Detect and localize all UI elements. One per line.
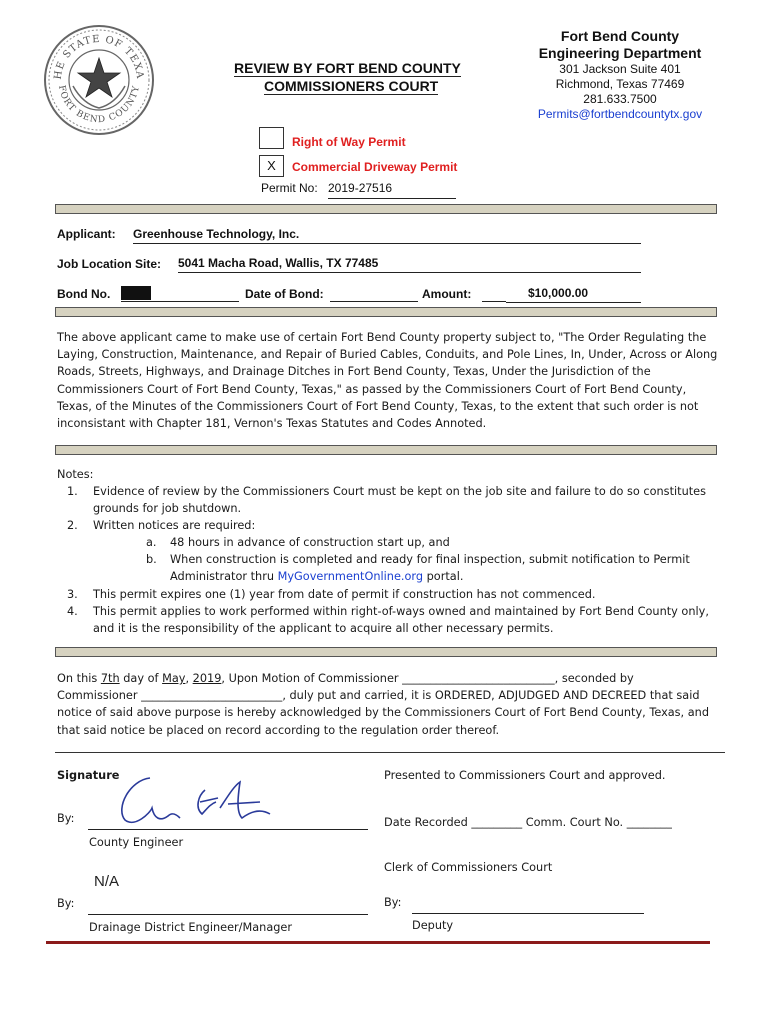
department-phone: 281.633.7500 <box>583 92 657 106</box>
note-number: 2. <box>67 519 78 532</box>
note-2b-line: When construction is completed and ready for final inspection, submit notification to Permit <box>170 553 690 566</box>
na-text: N/A <box>94 873 120 890</box>
note-1-line: Evidence of review by the Commissioners Court must be kept on the job site and failure to do so constitutes <box>93 485 706 498</box>
amount-value: $10,000.00 <box>506 286 641 303</box>
motion-text: , Upon Motion of Commissioner ___________________________, seconded by <box>221 672 634 685</box>
motion-year: 2019 <box>192 672 222 685</box>
paragraph-line: Roads, Streets, Highways, and Drainage Ditches in Fort Bend County, Texas, Under the Jurisdiction of the <box>57 365 651 379</box>
signature-divider <box>55 752 725 753</box>
clerk-text: Clerk of Commissioners Court <box>384 861 553 874</box>
by-label-1: By: <box>57 812 75 825</box>
note-1-line: grounds for job shutdown. <box>93 502 242 516</box>
motion-day: 7th <box>100 672 120 685</box>
section-divider-1 <box>55 204 717 214</box>
applicant-value: Greenhouse Technology, Inc. <box>133 227 641 244</box>
note-4-line: and it is the responsibility of the applicant to acquire all other necessary permits. <box>93 622 554 636</box>
bond-no-label: Bond No. <box>57 287 111 301</box>
county-seal <box>43 24 155 136</box>
bond-no-redaction <box>121 286 151 300</box>
note-4-line: This permit applies to work performed within right-of-ways owned and maintained by Fort Bend County only, <box>93 605 709 618</box>
motion-text: day of <box>119 672 163 685</box>
motion-line-4: that said notice be placed on record according to the regulation order thereof. <box>57 723 500 737</box>
note-1-text <box>93 483 723 517</box>
bond-date-field <box>330 286 418 302</box>
note-2b-prefix: Administrator thru <box>170 570 278 584</box>
date-recorded-text: Date Recorded _________ Comm. Court No. ________ <box>384 816 672 829</box>
legal-paragraph <box>57 329 727 432</box>
document-title-line2: COMMISSIONERS COURT <box>264 78 439 94</box>
applicant-label: Applicant: <box>57 227 116 241</box>
note-number: 3. <box>67 588 78 601</box>
svg-text:FORT BEND COUNTY <box>56 84 142 125</box>
section-divider-4 <box>55 647 717 657</box>
paragraph-line: Texas, of the Minutes of the Commissioners Court of Fort Bend County, Texas, to the extent that such order is not <box>57 399 699 413</box>
motion-line-1 <box>57 670 727 687</box>
right-of-way-label: Right of Way Permit <box>292 135 406 149</box>
motion-paragraph <box>57 670 727 739</box>
mygovernmentonline-link[interactable]: MyGovernmentOnline.org <box>277 570 424 584</box>
county-engineer-label: County Engineer <box>89 836 184 849</box>
note-2a-text: 48 hours in advance of construction start up, and <box>170 536 450 549</box>
note-2b-line <box>170 568 730 585</box>
amount-label: Amount: <box>422 287 472 301</box>
checkbox-right-of-way[interactable] <box>259 127 284 149</box>
note-3-text: This permit expires one (1) year from date of permit if construction has not commenced. <box>93 588 596 601</box>
commercial-driveway-label: Commercial Driveway Permit <box>292 160 458 174</box>
drainage-signature-line <box>88 914 368 915</box>
paragraph-line: Commissioners Court of Fort Bend County, Texas," as passed by the Commissioners Court of Fort Bend County, <box>57 382 687 396</box>
county-engineer-signature-line <box>88 829 368 830</box>
footer-rule <box>46 941 710 944</box>
note-number: 4. <box>67 605 78 618</box>
motion-month: May <box>162 672 186 685</box>
note-2b-text <box>170 551 730 585</box>
permit-no-label: Permit No: <box>261 181 318 195</box>
notes-heading: Notes: <box>57 468 94 481</box>
motion-line-2: Commissioner _________________________, duly put and carried, it is ORDERED, ADJUDGED AND DECREED that said <box>57 689 700 703</box>
department-address2: Richmond, Texas 77469 <box>555 77 685 91</box>
note-subletter: a. <box>146 536 157 549</box>
department-email-link[interactable]: Permits@fortbendcountytx.gov <box>537 107 703 121</box>
department-block <box>520 28 720 122</box>
deputy-signature-line <box>412 913 644 914</box>
department-name1: Fort Bend County <box>560 28 680 44</box>
seal-top-text: HE STATE OF TEXA <box>52 33 146 81</box>
paragraph-line: The above applicant came to make use of certain Fort Bend County property subject to, "The Order Regulating the <box>57 331 707 344</box>
seal-bottom-text: FORT BEND COUNTY <box>56 84 142 126</box>
note-subletter: b. <box>146 553 157 566</box>
motion-text: , <box>185 672 193 685</box>
by-label-3: By: <box>384 896 402 909</box>
note-2-text: Written notices are required: <box>93 519 256 532</box>
bond-date-label: Date of Bond: <box>245 287 324 301</box>
amount-gap-line <box>482 286 506 302</box>
deputy-label: Deputy <box>412 919 454 932</box>
by-label-2: By: <box>57 897 75 910</box>
department-name2: Engineering Department <box>538 45 702 61</box>
permit-no-value: 2019-27516 <box>328 181 456 199</box>
section-divider-3 <box>55 445 717 455</box>
paragraph-line: inconsistant with Chapter 181, Vernon's Texas Statutes and Codes Annoted. <box>57 417 487 431</box>
section-divider-2 <box>55 307 717 317</box>
note-2b-suffix: portal. <box>423 570 464 584</box>
checkbox-commercial-driveway[interactable]: X <box>259 155 284 177</box>
department-address1: 301 Jackson Suite 401 <box>559 62 681 76</box>
signature-heading: Signature <box>57 769 120 782</box>
handwritten-signature <box>110 768 290 832</box>
motion-text: On this <box>57 672 101 685</box>
document-title-line1: REVIEW BY FORT BEND COUNTY <box>234 60 461 76</box>
bond-no-field <box>121 286 239 302</box>
job-location-value: 5041 Macha Road, Wallis, TX 77485 <box>178 256 641 273</box>
motion-line-3: notice of said above purpose is hereby acknowledged by the Commissioners Court of Fort Bend County, Texas, and <box>57 706 709 720</box>
paragraph-line: Laying, Construction, Maintenance, and Repair of Buried Cables, Conduits, and Pole Lines, In, Under, Across or Along <box>57 348 718 362</box>
job-location-label: Job Location Site: <box>57 257 162 271</box>
presented-text: Presented to Commissioners Court and approved. <box>384 769 666 782</box>
note-4-text <box>93 603 723 637</box>
note-number: 1. <box>67 485 78 498</box>
drainage-engineer-label: Drainage District Engineer/Manager <box>89 921 293 934</box>
